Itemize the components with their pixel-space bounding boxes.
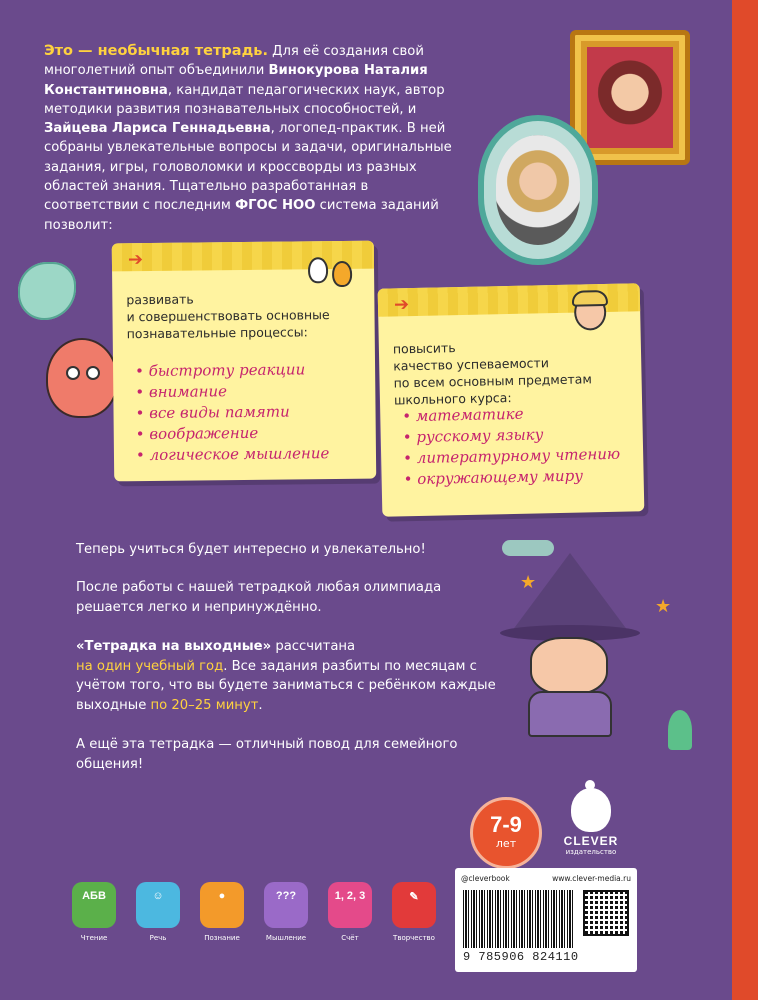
badge-face-icon — [136, 882, 180, 942]
barcode-panel — [455, 868, 637, 972]
p3-text-c: . — [258, 697, 263, 713]
book-icon: АБВ — [82, 890, 106, 902]
bird-icon — [571, 788, 611, 832]
star-icon: ★ — [520, 572, 537, 593]
cat-illustration — [46, 338, 118, 418]
publisher-sub: издательство — [565, 848, 617, 856]
bulb-icon — [308, 257, 328, 283]
spine-stripe — [732, 0, 758, 1000]
body-paragraph-4: А ещё эта тетрадка — отличный повод для семейного общения! — [76, 737, 458, 772]
list-item: • математике — [402, 402, 619, 428]
barcode-header — [461, 874, 631, 883]
numbers-icon: 1, 2, 3 — [334, 890, 366, 902]
badge-book-icon — [72, 882, 116, 942]
list-item: • быстроту реакции — [135, 359, 329, 382]
leaf-decoration — [18, 262, 76, 320]
star-icon: ★ — [655, 596, 672, 617]
badge-apple-icon — [200, 882, 244, 942]
apple-icon: ● — [218, 890, 226, 902]
list-item: • логическое мышление — [136, 443, 330, 466]
badge-label: Творчество — [393, 934, 435, 942]
witch-face — [530, 637, 608, 695]
p3-text-a: рассчитана — [271, 639, 356, 654]
author-photo-2 — [496, 135, 580, 245]
list-item: • литературному чтению — [403, 444, 620, 470]
kid-hair — [572, 290, 608, 307]
skills-card — [112, 241, 376, 482]
badge-label: Познание — [204, 934, 240, 942]
social-handle: @cleverbook — [461, 874, 510, 883]
subjects-list — [402, 402, 621, 491]
arrow-icon: ➔ — [127, 249, 144, 271]
badge-label: Речь — [149, 934, 167, 942]
list-item: • окружающему миру — [403, 465, 620, 491]
qr-code-icon — [583, 890, 629, 936]
intro-paragraph — [44, 42, 464, 235]
subjects-intro: повысить качество успеваемости по всем основным предметам школьного курса: — [392, 340, 592, 408]
isbn-number: 9 785906 824110 — [463, 950, 579, 964]
list-item: • внимание — [135, 380, 329, 403]
intro-lead: Это — необычная тетрадь. — [44, 43, 268, 59]
author-2: Зайцева Лариса Геннадьевна — [44, 121, 271, 137]
paint-icon: ✎ — [409, 891, 419, 903]
badge-label: Чтение — [80, 934, 108, 942]
website: www.clever-media.ru — [552, 874, 631, 883]
list-item: • все виды памяти — [135, 401, 329, 424]
thought-icon: ??? — [275, 890, 297, 902]
intro-text-4: система заданий позволит: — [44, 198, 439, 233]
book-title: «Тетрадка на выходные» — [76, 639, 272, 654]
cat-eye-icon — [86, 366, 100, 380]
intro-text-1: Для её создания свой многолетний опыт объединили — [44, 44, 424, 79]
publisher-name: CLEVER — [563, 834, 619, 848]
publisher-logo — [555, 788, 627, 864]
body-paragraph-2: После работы с нашей тетрадкой любая олимпиада решается легко и непринуждённо. — [76, 580, 442, 615]
standard-name: ФГОС НОО — [235, 198, 316, 214]
author-photo-1 — [587, 47, 673, 148]
witch-dress — [528, 691, 612, 737]
badge-thought-icon — [264, 882, 308, 942]
badge-label: Счёт — [341, 934, 359, 942]
cat-eye-icon — [66, 366, 80, 380]
highlight-year: на один учебный год — [76, 658, 224, 674]
age-label: лет — [495, 837, 517, 850]
author-portrait-frame-2 — [478, 115, 598, 265]
skill-badges — [72, 882, 452, 952]
kid-face-icon — [570, 288, 611, 341]
age-badge — [470, 797, 542, 869]
arrow-icon: ➔ — [393, 294, 410, 316]
subjects-card — [378, 283, 645, 516]
body-paragraph-1: Теперь учиться будет интересно и увлекательно! — [76, 542, 426, 557]
badge-paint-icon — [392, 882, 436, 942]
skills-list — [135, 359, 329, 466]
face-icon: ☺ — [152, 890, 164, 902]
list-item: • воображение — [136, 422, 330, 445]
plant-decoration — [668, 710, 692, 750]
intro-text-3: , логопед-практик. В ней собраны увлекательные вопросы и задачи, оригинальные задания, игры, головоломки и кроссворды из разных областей знания. Тщательно разработанная в соответствии с последним — [44, 121, 452, 214]
bulb-icon — [332, 261, 352, 287]
highlight-minutes: по 20–25 минут — [150, 697, 259, 713]
body-paragraph-3 — [76, 637, 496, 715]
author-1: Винокурова Наталия Константиновна — [44, 63, 428, 98]
age-range: 7-9 — [490, 812, 522, 837]
skills-intro: развивать и совершенствовать основные познавательные процессы: — [126, 291, 330, 342]
badge-numbers-icon — [328, 882, 372, 942]
list-item: • русскому языку — [403, 423, 620, 449]
p3-text-b: . Все задания разбиты по месяцам с учётом того, что вы будете заниматься с ребёнком каждые выходные — [76, 658, 496, 713]
intro-text-2: , кандидат педагогических наук, автор методики развития познавательных способностей, и — [44, 82, 445, 117]
badge-label: Мышление — [265, 934, 307, 942]
barcode-icon — [463, 890, 575, 948]
